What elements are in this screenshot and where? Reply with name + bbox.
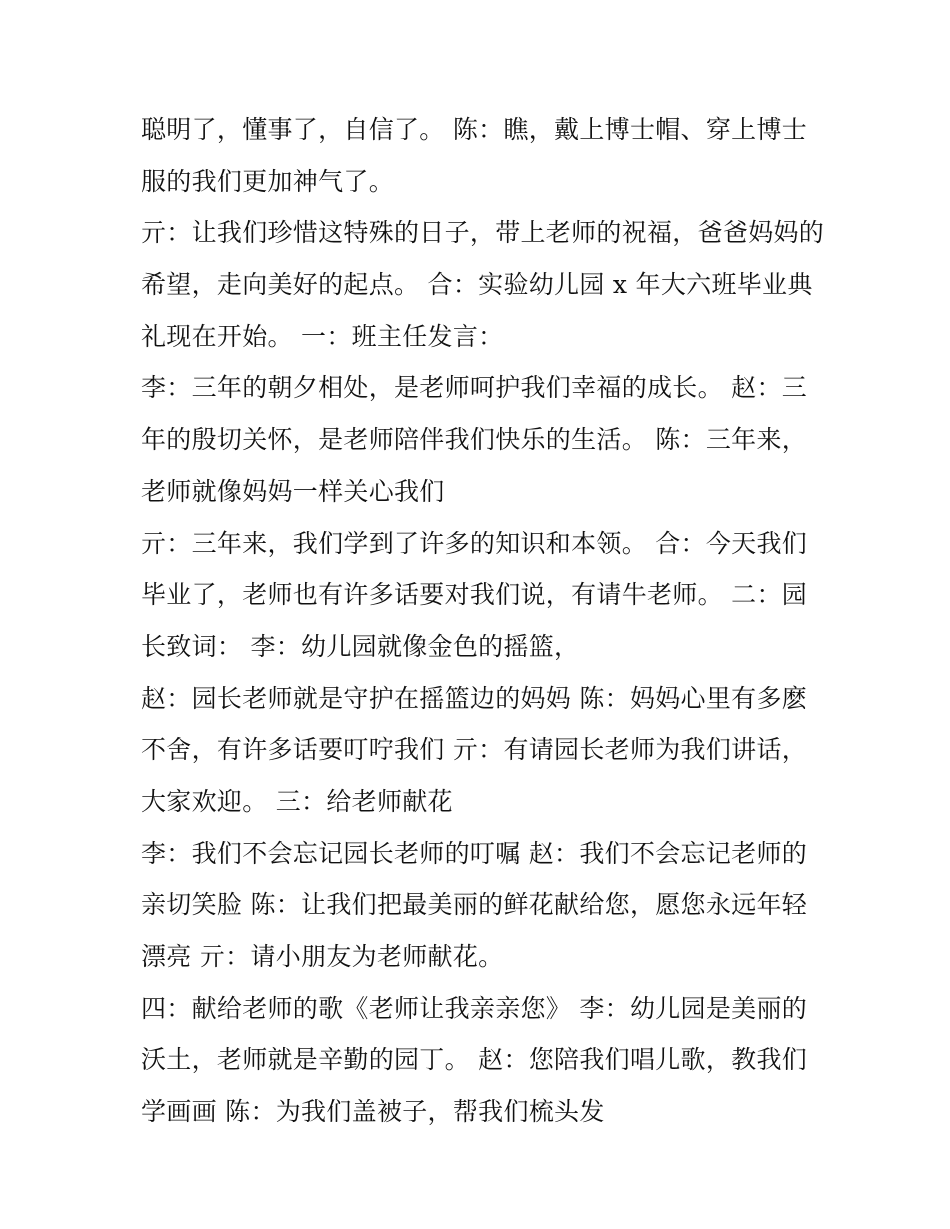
- text-line: 学画画 陈：为我们盖被子，帮我们梳头发: [141, 1097, 605, 1127]
- text-line: 亓：让我们珍惜这特殊的日子，带上老师的祝福，爸爸妈妈的: [141, 218, 825, 248]
- text-line: 长致词： 李：幼儿园就像金色的摇篮，: [141, 631, 580, 661]
- text-line: 服的我们更加神气了。: [141, 166, 395, 196]
- text-line: 聪明了，懂事了，自信了。 陈：瞧，戴上博士帽、穿上博士: [141, 115, 808, 144]
- text-line: 沃土，老师就是辛勤的园丁。 赵：您陪我们唱儿歌，教我们: [141, 1045, 808, 1075]
- text-line: 老师就像妈妈一样关心我们: [141, 476, 445, 506]
- text-line: 李：三年的朝夕相处，是老师呵护我们幸福的成长。 赵：三: [141, 373, 808, 403]
- text-line: 大家欢迎。 三：给老师献花: [141, 786, 453, 816]
- text-line: 不舍，有许多话要叮咛我们 亓：有请园长老师为我们讲话，: [141, 735, 808, 765]
- text-line: 希望，走向美好的起点。 合：实验幼儿园 x 年大六班毕业典: [141, 270, 813, 300]
- text-line: 李：我们不会忘记园长老师的叮嘱 赵：我们不会忘记老师的: [141, 838, 808, 868]
- text-line: 毕业了，老师也有许多话要对我们说，有请牛老师。 二：园: [141, 580, 808, 610]
- text-line: 赵：园长老师就是守护在摇篮边的妈妈 陈：妈妈心里有多麽: [141, 683, 808, 713]
- text-line: 四：献给老师的歌《老师让我亲亲您》 李：幼儿园是美丽的: [141, 993, 808, 1023]
- document-text-body: [141, 108, 825, 1142]
- text-line: 年的殷切关怀，是老师陪伴我们快乐的生活。 陈：三年来，: [141, 425, 808, 455]
- text-line: 亓：三年来，我们学到了许多的知识和本领。 合：今天我们: [141, 528, 808, 558]
- text-line: 漂亮 亓：请小朋友为老师献花。: [141, 942, 504, 971]
- text-line: 礼现在开始。 一：班主任发言：: [141, 321, 504, 351]
- text-line: 亲切笑脸 陈：让我们把最美丽的鲜花献给您，愿您永远年轻: [141, 890, 808, 920]
